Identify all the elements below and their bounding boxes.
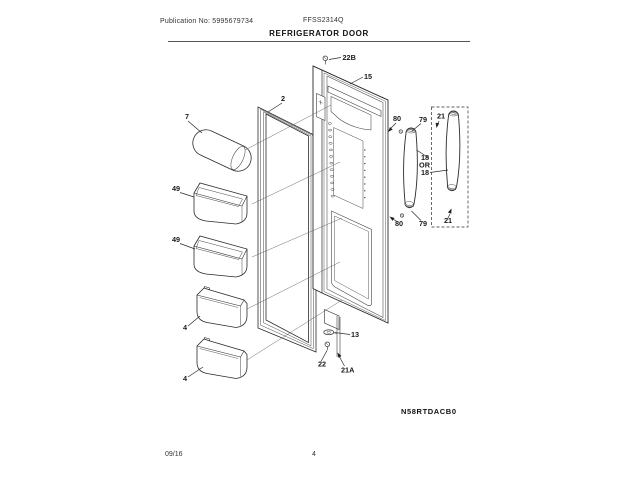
footer-date: 09/16 [165,451,183,458]
door-bin-deep-1 [194,183,247,224]
callout-21-bottom: 21 [443,216,453,225]
callout-49-1: 49 [172,184,181,193]
callout-21a: 21A [341,365,355,375]
screw-22b [323,56,328,64]
page-title: REFRIGERATOR DOOR [269,29,369,38]
door-bin-deep-2 [194,236,247,277]
callout-7: 7 [185,112,190,121]
callout-18-left: 18 [420,153,430,162]
callout-4-1: 4 [183,323,188,332]
publication-number: Publication No: 5995679734 [160,18,254,25]
callout-2: 2 [281,94,286,103]
callout-4-2: 4 [183,374,188,383]
arrowhead [436,123,440,128]
arrowhead [448,209,452,214]
callout-22b: 22B [342,53,356,62]
door-handle-option-b [446,111,460,191]
door-bin-shallow-1 [197,287,247,328]
door-gasket [258,107,316,352]
refrigerator-door-panel [313,66,388,323]
callout-15: 15 [364,72,373,81]
arrowhead [390,217,395,221]
callout-79-bottom: 79 [418,219,428,228]
bottom-hinge-assembly [324,310,340,359]
model-number: FFSS2314Q [303,17,344,24]
handle-screw-bottom-80 [400,214,403,217]
callout-79-top: 79 [418,115,428,124]
diagram-id-code: N58RTDACB0 [401,407,457,416]
callout-13: 13 [351,330,360,339]
callout-18-right: 18 [420,168,430,177]
door-bin-shallow-2 [197,338,247,379]
callout-21-top: 21 [436,111,446,121]
door-bin-cylindrical [193,130,251,172]
callout-or: OR [419,160,430,170]
screw-22 [325,342,330,350]
callout-22: 22 [318,359,327,369]
arrowhead [388,127,393,132]
door-handle-option-a [399,128,417,217]
callout-49-2: 49 [172,235,181,244]
footer-page-number: 4 [312,451,316,458]
callout-80-top: 80 [392,114,402,123]
callout-80-bottom: 80 [394,219,404,228]
handle-screw-top-80 [399,130,402,133]
arrowhead [338,353,342,358]
